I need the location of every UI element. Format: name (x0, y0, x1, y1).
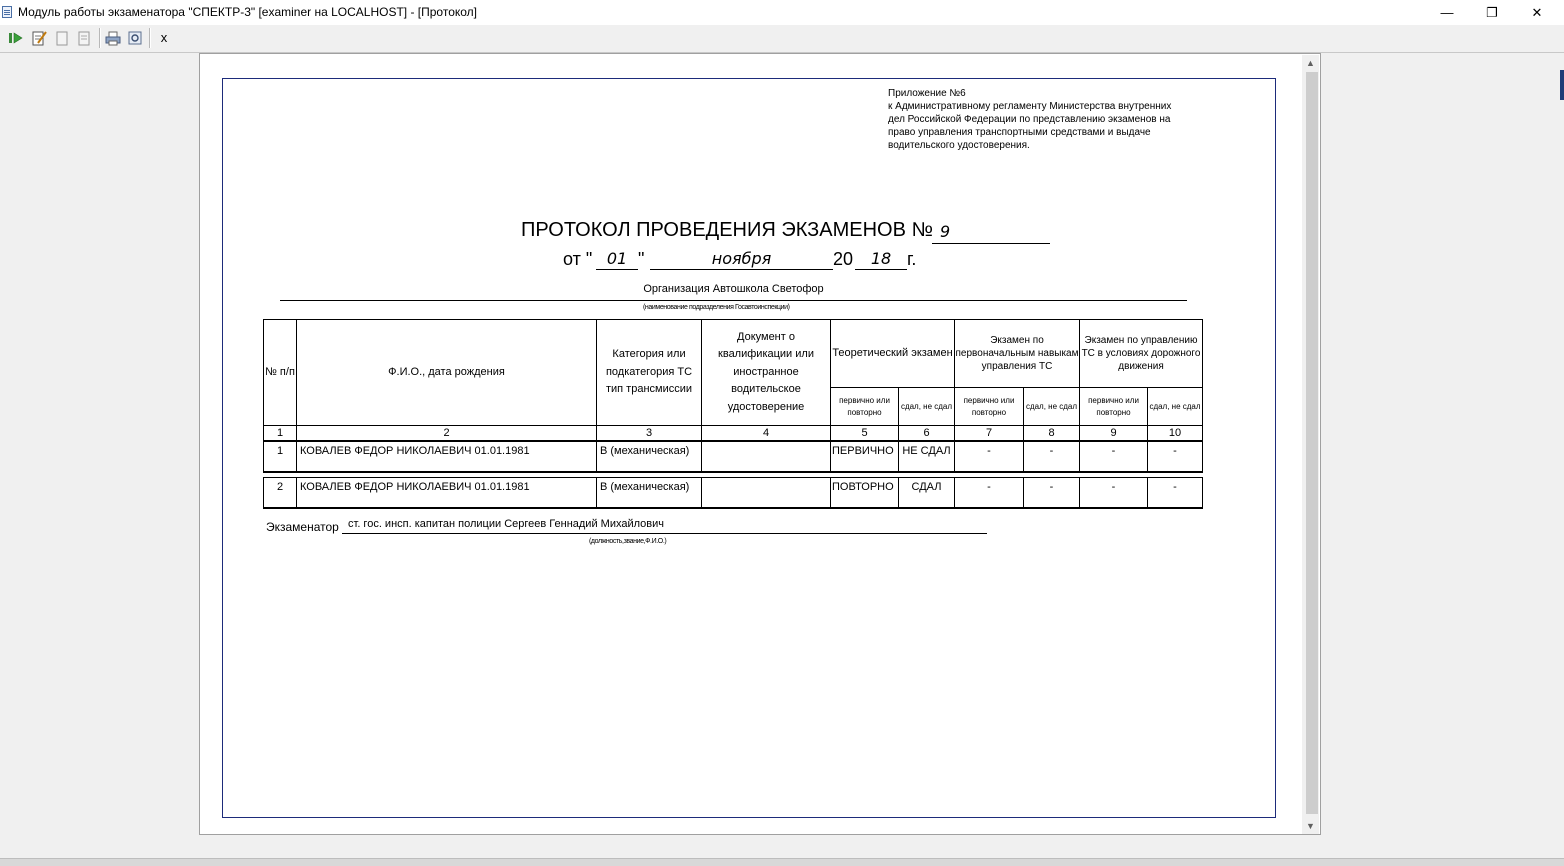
column-number: 7 (955, 426, 1024, 442)
examiner-label: Экзаменатор (266, 520, 339, 534)
appendix-line: водительского удостоверения. (888, 140, 1030, 151)
protocol-heading: ПРОТОКОЛ ПРОВЕДЕНИЯ ЭКЗАМЕНОВ № (521, 219, 933, 241)
column-number: 3 (597, 426, 702, 442)
row-theory-result: НЕ СДАЛ (899, 441, 955, 472)
header-attempt: первично или повторно (1080, 388, 1148, 426)
appendix-line: Приложение №6 (888, 88, 966, 99)
row-number: 1 (264, 441, 297, 472)
header-theory: Теоретический экзамен (831, 320, 955, 388)
examiner-value: ст. гос. инсп. капитан полиции Сергеев Геннадий Михайлович (342, 518, 987, 534)
column-number: 4 (702, 426, 831, 442)
print-icon[interactable] (105, 30, 121, 46)
scroll-down-icon[interactable]: ▼ (1306, 821, 1315, 831)
row-fio: КОВАЛЕВ ФЕДОР НИКОЛАЕВИЧ 01.01.1981 (297, 441, 597, 472)
row-cell: - (1080, 441, 1148, 472)
column-number: 5 (831, 426, 899, 442)
column-number-row (264, 426, 1203, 442)
row-document (702, 441, 831, 472)
pages-icon[interactable] (76, 30, 92, 46)
preview-icon[interactable] (127, 30, 143, 46)
row-cell: - (1148, 478, 1203, 509)
header-result: сдал, не сдал (899, 388, 955, 426)
appendix-line: право управления транспортными средствами и выдаче (888, 127, 1151, 138)
examiner-caption: (должность,звание,Ф.И.О.) (589, 538, 667, 545)
date-year: 18 (855, 249, 907, 270)
header-attempt: первично или повторно (831, 388, 899, 426)
run-icon[interactable] (8, 30, 24, 46)
column-number: 8 (1024, 426, 1080, 442)
row-cell: - (1024, 441, 1080, 472)
row-document (702, 478, 831, 509)
column-number: 2 (297, 426, 597, 442)
edge-marker (1560, 70, 1564, 100)
year-suffix: г. (907, 249, 917, 269)
header-attempt: первично или повторно (955, 388, 1024, 426)
date-day: 01 (596, 249, 638, 270)
organization-caption: (наименование подразделения Госавтоинспекции) (643, 304, 790, 311)
date-quote: " (638, 249, 645, 269)
window-title: Модуль работы экзаменатора "СПЕКТР-3" [examiner на LOCALHOST] - [Протокол] (18, 5, 478, 19)
edit-icon[interactable] (31, 30, 47, 46)
title-bar (0, 0, 1564, 25)
row-theory-attempt: ПЕРВИЧНО (831, 441, 899, 472)
header-result: сдал, не сдал (1024, 388, 1080, 426)
header-primary-skills: Экзамен по первоначальным навыкам управления ТС (955, 320, 1080, 388)
row-cell: - (1080, 478, 1148, 509)
row-theory-result: СДАЛ (899, 478, 955, 509)
row-cell: - (955, 478, 1024, 509)
appendix-note (888, 87, 1208, 152)
row-category: B (механическая) (597, 441, 702, 472)
row-fio: КОВАЛЕВ ФЕДОР НИКОЛАЕВИЧ 01.01.1981 (297, 478, 597, 509)
row-theory-attempt: ПОВТОРНО (831, 478, 899, 509)
scroll-up-icon[interactable]: ▲ (1306, 58, 1315, 68)
year-prefix: 20 (833, 249, 854, 269)
row-category: B (механическая) (597, 478, 702, 509)
scroll-thumb[interactable] (1306, 72, 1318, 814)
protocol-table (263, 319, 1203, 509)
header-category: Категория или подкатегория ТС тип трансмиссии (597, 320, 702, 426)
close-document-button[interactable]: x (160, 30, 168, 45)
appendix-line: к Административному регламенту Министерства внутренних (888, 101, 1172, 112)
protocol-number: 9 (932, 222, 1050, 244)
vertical-scrollbar[interactable] (1302, 55, 1319, 834)
page-icon[interactable] (54, 30, 70, 46)
header-document: Документ о квалификации или иностранное водительское удостоверение (702, 320, 831, 426)
organization-line: Организация Автошкола Светофор (280, 283, 1187, 301)
close-window-button[interactable]: ✕ (1531, 4, 1543, 20)
column-number: 6 (899, 426, 955, 442)
row-cell: - (1024, 478, 1080, 509)
appendix-line: дел Российской Федерации по представлению экзаменов на (888, 114, 1171, 125)
header-traffic-exam: Экзамен по управлению ТС в условиях дорожного движения (1080, 320, 1203, 388)
column-number: 9 (1080, 426, 1148, 442)
date-month: ноября (650, 249, 833, 270)
app-icon (2, 6, 12, 18)
table-row (264, 478, 1203, 509)
header-num: № п/п (264, 320, 297, 426)
column-number: 1 (264, 426, 297, 442)
minimize-button[interactable]: — (1440, 5, 1454, 20)
header-fio: Ф.И.О., дата рождения (297, 320, 597, 426)
row-cell: - (1148, 441, 1203, 472)
table-row (264, 441, 1203, 472)
column-number: 10 (1148, 426, 1203, 442)
toolbar (0, 25, 1564, 53)
date-prefix: от " (563, 249, 593, 269)
header-result: сдал, не сдал (1148, 388, 1203, 426)
restore-button[interactable]: ❐ (1486, 4, 1498, 20)
row-cell: - (955, 441, 1024, 472)
row-number: 2 (264, 478, 297, 509)
